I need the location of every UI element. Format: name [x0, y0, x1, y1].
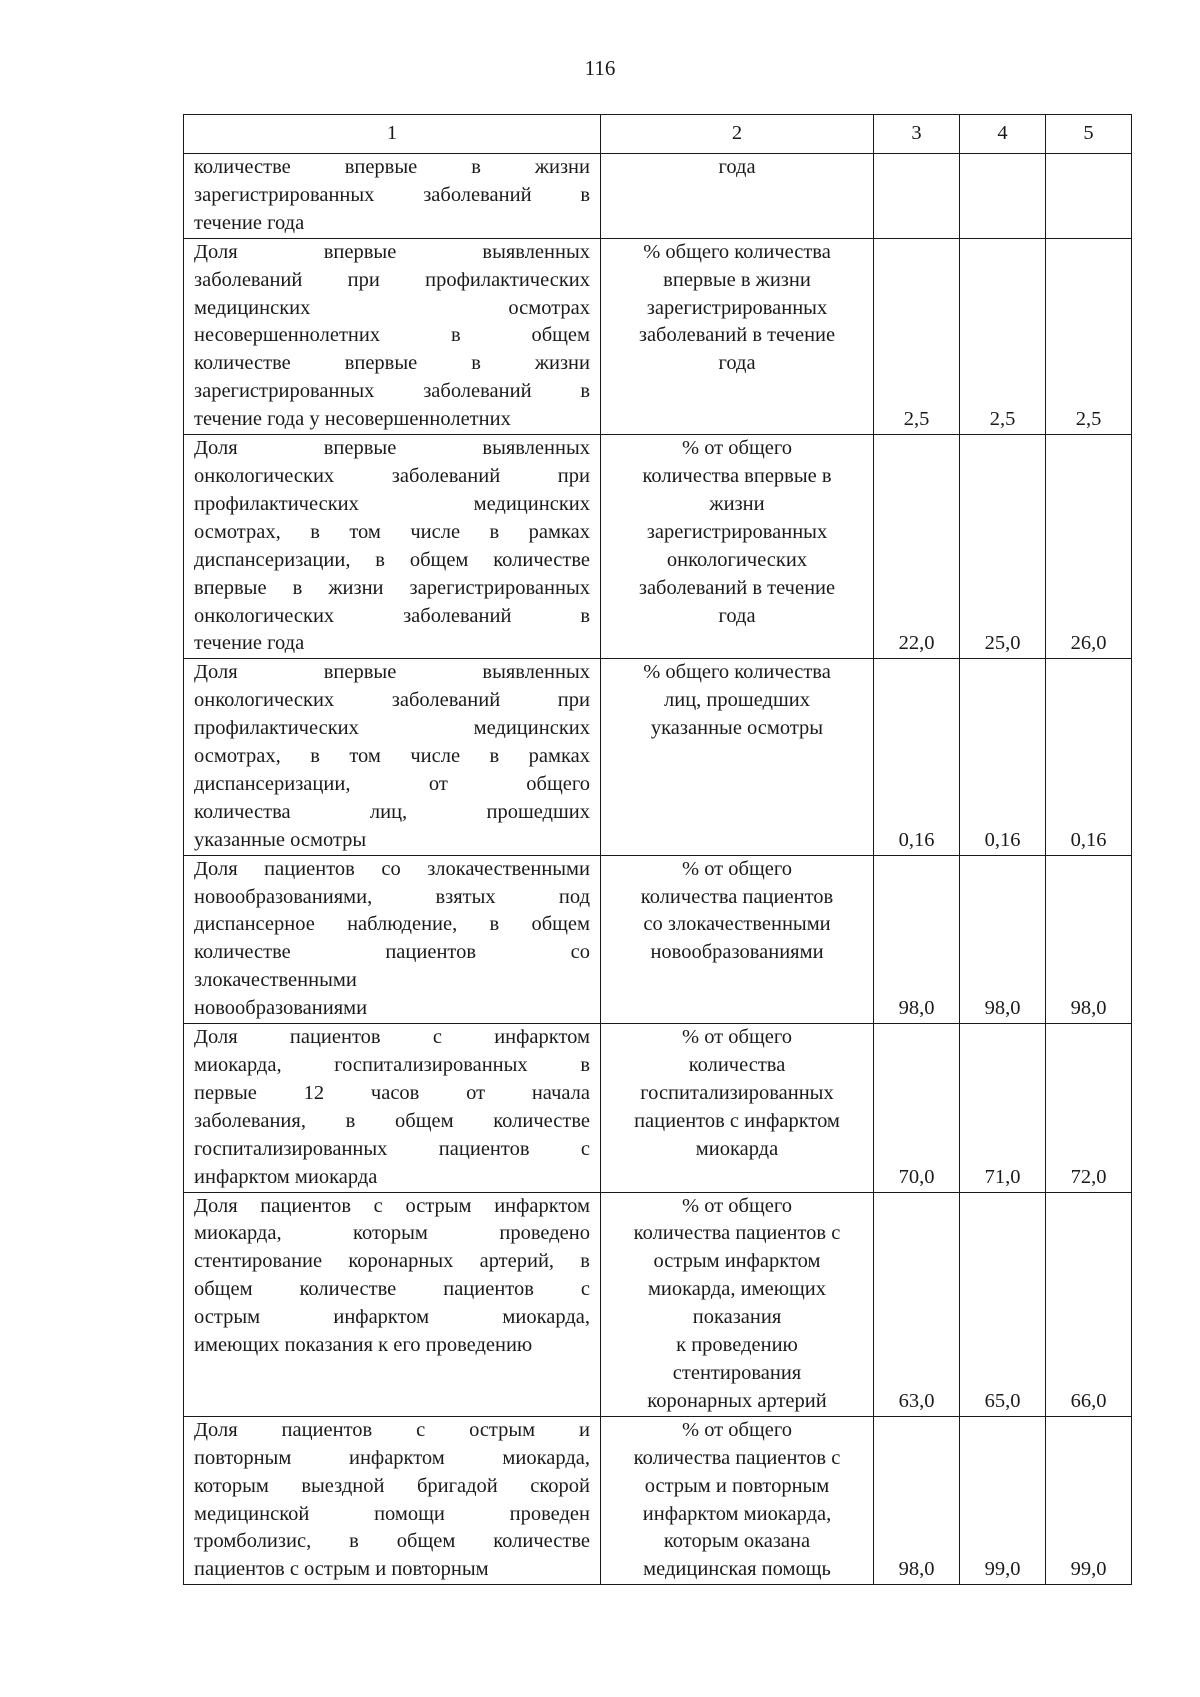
indicator-name-line: зарегистрированных заболеваний в	[194, 183, 590, 206]
unit-line: % общего количества	[643, 661, 831, 684]
table-header-row	[184, 115, 1132, 154]
indicator-name-cell	[184, 1416, 601, 1584]
value-col-3: 98,0	[874, 855, 960, 1023]
table-row	[184, 238, 1132, 434]
value-col-5: 98,0	[1046, 855, 1132, 1023]
indicator-name-line: стентирование коронарных артерий, в	[194, 1250, 590, 1273]
unit-line: медицинская помощь	[643, 1558, 831, 1581]
unit-cell	[601, 855, 874, 1023]
table-row	[184, 435, 1132, 659]
unit-line: к проведению	[676, 1334, 798, 1357]
table-row	[184, 659, 1132, 855]
unit-line: года	[718, 352, 756, 375]
unit-line: миокарда, имеющих	[647, 1278, 827, 1301]
unit-line: % от общего	[682, 1418, 792, 1441]
indicator-name-line: профилактических медицинских	[194, 492, 590, 515]
table-row	[184, 154, 1132, 239]
unit-line: лиц, прошедших	[664, 689, 810, 712]
indicator-name-line: миокарда, которым проведено	[194, 1222, 590, 1245]
unit-line: заболеваний в течение	[638, 324, 836, 347]
indicator-name-line: количестве впервые в жизни	[194, 352, 590, 375]
value-col-3	[874, 154, 960, 239]
indicator-name-line: течение года	[194, 632, 305, 655]
unit-line: коронарных артерий	[647, 1389, 827, 1412]
indicator-name-line: общем количестве пациентов с	[194, 1278, 590, 1301]
value-col-5: 66,0	[1046, 1192, 1132, 1416]
indicator-name-line: впервые в жизни зарегистрированных	[194, 576, 590, 599]
indicator-name-line: количестве впервые в жизни	[194, 156, 590, 178]
unit-line: количества пациентов с	[633, 1222, 841, 1245]
indicator-name-line: зарегистрированных заболеваний в	[194, 380, 590, 403]
indicator-name-line: заболевания, в общем количестве	[194, 1109, 590, 1132]
value-col-4: 71,0	[960, 1024, 1046, 1192]
unit-cell	[601, 659, 874, 855]
unit-cell	[601, 1416, 874, 1584]
unit-line: количества пациентов	[640, 885, 834, 908]
page-number: 116	[584, 56, 616, 80]
indicator-name-line: осмотрах, в том числе в рамках	[194, 745, 590, 768]
value-col-5: 0,16	[1046, 659, 1132, 855]
indicator-name-line: первые 12 часов от начала	[194, 1081, 590, 1104]
indicator-name-line: онкологических заболеваний при	[194, 689, 590, 712]
unit-line: пациентов с инфарктом	[634, 1109, 840, 1132]
indicator-name-cell	[184, 154, 601, 239]
unit-cell	[601, 1192, 874, 1416]
value-col-3: 22,0	[874, 435, 960, 659]
indicator-name-line: медицинской помощи проведен	[194, 1502, 590, 1525]
indicator-name-line: Доля впервые выявленных	[194, 437, 590, 460]
indicator-name-line: имеющих показания к его проведению	[194, 1334, 533, 1357]
value-col-4: 2,5	[960, 238, 1046, 434]
value-col-3: 2,5	[874, 238, 960, 434]
table-row	[184, 1416, 1132, 1584]
unit-line: количества впервые в	[642, 464, 832, 487]
header-col-4: 4	[960, 115, 1046, 154]
indicator-name-cell	[184, 659, 601, 855]
unit-line: года	[718, 604, 756, 627]
unit-line: % от общего	[682, 1194, 792, 1217]
unit-cell	[601, 1024, 874, 1192]
value-col-4: 65,0	[960, 1192, 1046, 1416]
table-row	[184, 1192, 1132, 1416]
indicator-name-line: новообразованиями, взятых под	[194, 885, 590, 908]
unit-line: госпитализированных	[640, 1081, 834, 1104]
indicator-name-line: заболеваний при профилактических	[194, 268, 590, 291]
indicator-name-line: количестве пациентов со	[194, 941, 590, 964]
header-col-3: 3	[874, 115, 960, 154]
indicator-name-line: Доля впервые выявленных	[194, 240, 590, 263]
indicator-name-line: Доля пациентов с острым и	[194, 1418, 590, 1441]
value-col-3: 0,16	[874, 659, 960, 855]
indicator-name-line: Доля пациентов со злокачественными	[194, 857, 590, 880]
indicator-name-line: диспансерное наблюдение, в общем	[194, 913, 590, 936]
indicator-name-line: пациентов с острым и повторным	[194, 1558, 489, 1581]
unit-line: острым инфарктом	[653, 1250, 821, 1273]
unit-line: % от общего	[682, 857, 792, 880]
value-col-5	[1046, 154, 1132, 239]
indicator-name-line: диспансеризации, от общего	[194, 772, 590, 795]
indicator-name-line: несовершеннолетних в общем	[194, 324, 590, 347]
unit-line: онкологических	[666, 548, 808, 571]
indicator-name-line: госпитализированных пациентов с	[194, 1137, 590, 1160]
unit-line: % от общего	[682, 1026, 792, 1049]
unit-line: количества	[688, 1054, 786, 1076]
unit-line: показания	[692, 1306, 782, 1329]
table-row	[184, 855, 1132, 1023]
indicator-name-line: течение года	[194, 211, 305, 234]
unit-line: со злокачественными	[643, 913, 831, 936]
indicator-name-cell	[184, 435, 601, 659]
header-col-2: 2	[601, 115, 874, 154]
indicator-name-line: новообразованиями	[194, 997, 368, 1020]
indicator-name-cell	[184, 1192, 601, 1416]
indicator-name-line: Доля впервые выявленных	[194, 661, 590, 684]
unit-line: % общего количества	[643, 240, 831, 263]
indicator-name-line: Доля пациентов с острым инфарктом	[194, 1194, 590, 1217]
unit-cell	[601, 154, 874, 239]
indicator-name-line: течение года у несовершеннолетних	[194, 408, 511, 431]
value-col-5: 99,0	[1046, 1416, 1132, 1584]
value-col-4: 99,0	[960, 1416, 1046, 1584]
table-row	[184, 1024, 1132, 1192]
indicator-name-line: указанные осмотры	[194, 828, 367, 851]
indicator-name-line: Доля пациентов с инфарктом	[194, 1026, 590, 1049]
value-col-3: 98,0	[874, 1416, 960, 1584]
indicator-name-line: количества лиц, прошедших	[194, 800, 590, 823]
indicator-name-line: тромболизис, в общем количестве	[194, 1530, 590, 1553]
unit-line: впервые в жизни	[663, 268, 811, 291]
unit-line: инфарктом миокарда,	[642, 1502, 832, 1525]
indicator-name-cell	[184, 238, 601, 434]
indicator-name-line: осмотрах, в том числе в рамках	[194, 520, 590, 543]
indicator-name-cell	[184, 1024, 601, 1192]
indicators-table	[183, 114, 1132, 1585]
unit-line: года	[718, 156, 756, 178]
unit-line: количества пациентов с	[633, 1446, 841, 1469]
indicator-name-line: которым выездной бригадой скорой	[194, 1474, 590, 1497]
indicator-name-line: медицинских осмотрах	[194, 296, 590, 319]
unit-line: миокарда	[695, 1137, 779, 1160]
unit-cell	[601, 435, 874, 659]
unit-line: стентирования	[672, 1361, 802, 1384]
unit-line: указанные осмотры	[650, 717, 824, 740]
indicator-name-line: онкологических заболеваний при	[194, 464, 590, 487]
unit-line: новообразованиями	[650, 941, 824, 964]
indicator-name-line: онкологических заболеваний в	[194, 604, 590, 627]
value-col-3: 70,0	[874, 1024, 960, 1192]
value-col-4: 98,0	[960, 855, 1046, 1023]
indicator-name-line: злокачественными	[194, 969, 357, 992]
unit-line: зарегистрированных	[646, 296, 828, 319]
value-col-5: 72,0	[1046, 1024, 1132, 1192]
header-col-5: 5	[1046, 115, 1132, 154]
indicator-name-line: острым инфарктом миокарда,	[194, 1306, 590, 1329]
unit-line: зарегистрированных	[646, 520, 828, 543]
indicator-name-line: диспансеризации, в общем количестве	[194, 548, 590, 571]
value-col-4: 0,16	[960, 659, 1046, 855]
value-col-5: 2,5	[1046, 238, 1132, 434]
value-col-4: 25,0	[960, 435, 1046, 659]
header-col-1: 1	[184, 115, 601, 154]
indicator-name-line: инфарктом миокарда	[194, 1165, 378, 1188]
indicator-name-line: повторным инфарктом миокарда,	[194, 1446, 590, 1469]
indicator-name-line: профилактических медицинских	[194, 717, 590, 740]
indicator-name-line: миокарда, госпитализированных в	[194, 1054, 590, 1076]
unit-line: заболеваний в течение	[638, 576, 836, 599]
unit-line: жизни	[709, 492, 765, 515]
unit-line: острым и повторным	[644, 1474, 830, 1497]
value-col-5: 26,0	[1046, 435, 1132, 659]
indicator-name-cell	[184, 855, 601, 1023]
unit-cell	[601, 238, 874, 434]
value-col-4	[960, 154, 1046, 239]
value-col-3: 63,0	[874, 1192, 960, 1416]
unit-line: % от общего	[682, 437, 792, 460]
unit-line: которым оказана	[663, 1530, 811, 1553]
